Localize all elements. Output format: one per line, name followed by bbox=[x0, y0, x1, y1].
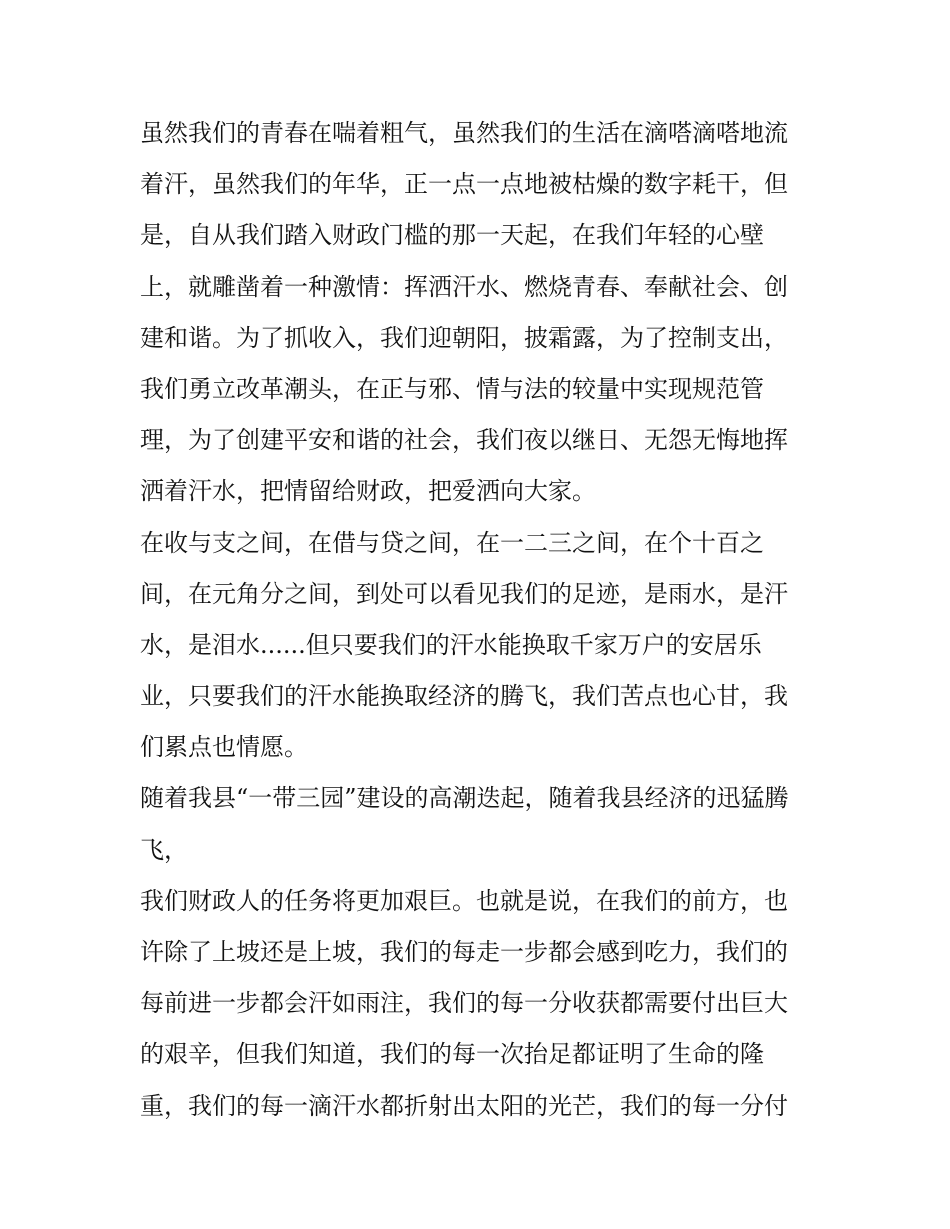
text-line: 在收与支之间，在借与贷之间，在一二三之间，在个十百之 bbox=[140, 528, 764, 557]
text-line: 水，是泪水......但只要我们的汗水能换取千家万户的安居乐 bbox=[140, 630, 762, 659]
text-line: 随着我县“一带三园”建设的高潮迭起，随着我县经济的迅猛腾 bbox=[140, 784, 789, 813]
text-line: 飞， bbox=[140, 835, 188, 864]
text-line: 重，我们的每一滴汗水都折射出太阳的光芒，我们的每一分付 bbox=[140, 1091, 788, 1120]
text-line: 洒着汗水，把情留给财政，把爱洒向大家。 bbox=[140, 477, 596, 506]
text-line: 上，就雕凿着一种激情：挥洒汗水、燃烧青春、奉献社会、创 bbox=[140, 272, 788, 301]
text-line: 是，自从我们踏入财政门槛的那一天起，在我们年轻的心壁 bbox=[140, 221, 764, 250]
text-line: 我们财政人的任务将更加艰巨。也就是说，在我们的前方，也 bbox=[140, 886, 788, 915]
text-line: 业，只要我们的汗水能换取经济的腾飞，我们苦点也心甘，我 bbox=[140, 682, 788, 711]
text-line: 我们勇立改革潮头，在正与邪、情与法的较量中实现规范管 bbox=[140, 374, 764, 403]
text-line: 虽然我们的青春在喘着粗气，虽然我们的生活在滴嗒滴嗒地流 bbox=[140, 119, 788, 147]
text-line: 理，为了创建平安和谐的社会，我们夜以继日、无怨无悔地挥 bbox=[140, 426, 788, 455]
text-line: 着汗，虽然我们的年华，正一点一点地被枯燥的数字耗干，但 bbox=[140, 170, 788, 199]
text-line: 每前进一步都会汗如雨注，我们的每一分收获都需要付出巨大 bbox=[140, 989, 788, 1018]
text-line: 许除了上坡还是上坡，我们的每走一步都会感到吃力，我们的 bbox=[140, 938, 788, 966]
text-line: 们累点也情愿。 bbox=[140, 733, 308, 762]
body-text bbox=[140, 108, 820, 1132]
text-line: 间，在元角分之间，到处可以看见我们的足迹，是雨水，是汗 bbox=[140, 579, 788, 608]
text-line: 建和谐。为了抓收入，我们迎朝阳，披霜露，为了控制支出， bbox=[140, 323, 788, 352]
text-line: 的艰辛，但我们知道，我们的每一次抬足都证明了生命的隆 bbox=[140, 1040, 764, 1069]
